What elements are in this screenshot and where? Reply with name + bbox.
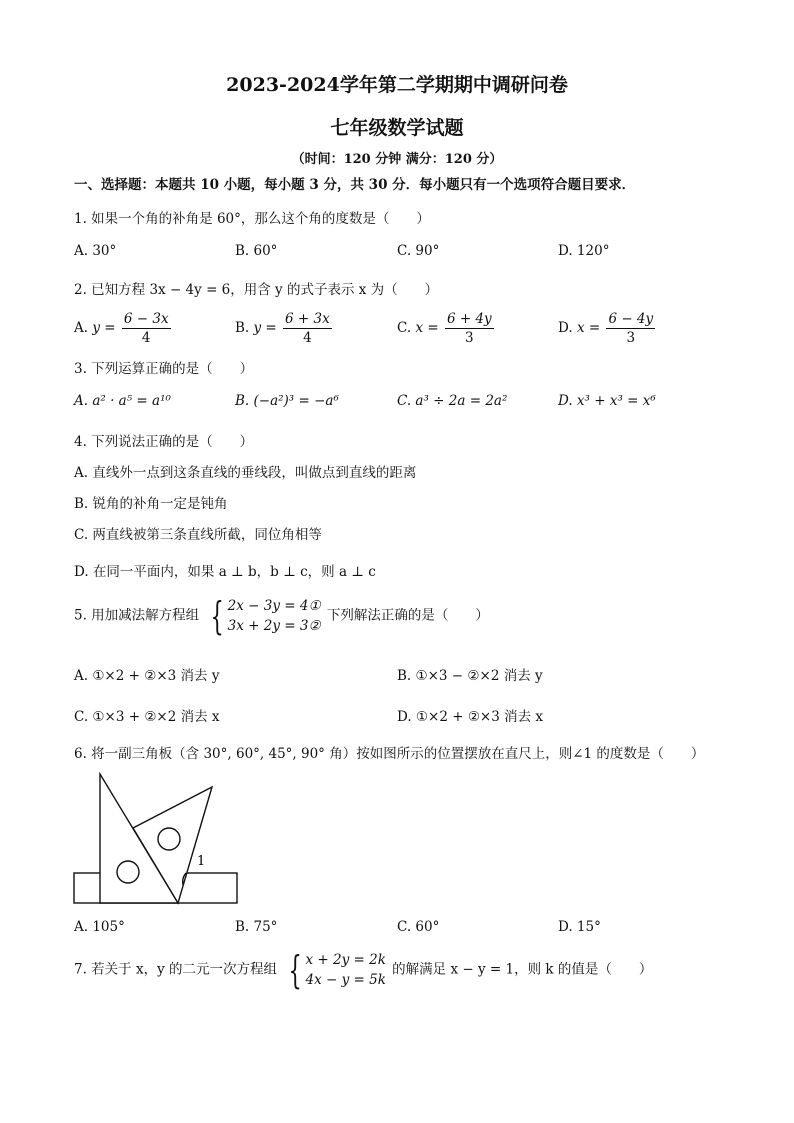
question-1-stem: 1. 如果一个角的补角是 60°，那么这个角的度数是（ ）: [74, 211, 430, 227]
stem-prefix: 7. 若关于 x，y 的二元一次方程组: [74, 961, 277, 978]
option-d[interactable]: [558, 310, 657, 347]
option-d[interactable]: D. 15°: [558, 919, 601, 935]
question-3-options: [74, 393, 714, 427]
fraction: [283, 310, 332, 347]
question-5-stem: [74, 596, 489, 636]
fraction: [122, 310, 171, 347]
stem-suffix: 的解满足 x − y = 1，则 k 的值是（ ）: [392, 961, 653, 978]
option-b[interactable]: B. 锐角的补角一定是钝角: [74, 496, 228, 512]
option-b[interactable]: [235, 310, 334, 347]
numerator: 6 − 3x: [123, 311, 169, 327]
option-a[interactable]: A. 直线外一点到这条直线的垂线段，叫做点到直线的距离: [74, 465, 417, 481]
option-b[interactable]: B. 60°: [235, 243, 278, 259]
equation-1: 2x − 3y = 4①: [227, 598, 321, 614]
question-7-stem: [74, 950, 652, 990]
stem-prefix: 5. 用加减法解方程组: [74, 607, 200, 624]
option-b[interactable]: B. (−a²)³ = −a⁶: [235, 393, 339, 409]
option-label: B.: [235, 320, 250, 336]
fraction: [445, 310, 494, 347]
numerator: 6 + 4y: [446, 311, 492, 327]
option-b[interactable]: B. ①×3 − ②×2 消去 y: [397, 668, 543, 684]
denominator: 4: [141, 330, 151, 346]
denominator: 4: [303, 330, 312, 346]
option-d[interactable]: D. ①×2 + ②×3 消去 x: [397, 709, 544, 725]
equation-2: 4x − y = 5k: [305, 972, 386, 988]
stem-suffix: 下列解法正确的是（ ）: [326, 607, 489, 624]
question-2-stem: 2. 已知方程 3x − 4y = 6，用含 y 的式子表示 x 为（ ）: [74, 282, 439, 298]
option-a[interactable]: A. a² · a⁵ = a¹⁰: [74, 393, 171, 409]
option-a[interactable]: A. 30°: [74, 243, 117, 259]
exam-subtitle: 七年级数学试题: [330, 117, 464, 139]
equation-1: x + 2y = 2k: [305, 952, 386, 968]
exam-meta: （时间：120 分钟 满分：120 分）: [291, 152, 503, 167]
equation-system: [283, 950, 386, 990]
option-d[interactable]: D. x³ + x³ = x⁶: [558, 393, 656, 409]
option-lhs: x =: [415, 320, 439, 336]
option-a[interactable]: A. 105°: [74, 919, 125, 935]
question-6-stem: 6. 将一副三角板（含 30°, 60°, 45°, 90° 角）按如图所示的位置摆放在直尺上，则∠1 的度数是（ ）: [74, 746, 705, 762]
exam-title: 2023-2024学年第二学期期中调研问卷: [226, 74, 568, 96]
option-d[interactable]: D. 120°: [558, 243, 610, 259]
equation-2: 3x + 2y = 3②: [227, 618, 321, 634]
option-c[interactable]: C. 60°: [397, 919, 440, 935]
question-6-options: [74, 919, 714, 953]
numerator: 6 − 4y: [608, 311, 654, 327]
option-lhs: y =: [253, 320, 277, 336]
numerator: 6 + 3x: [285, 311, 330, 327]
option-lhs: x =: [576, 320, 601, 336]
triangle-ruler-figure: [72, 770, 242, 910]
option-c[interactable]: C. 两直线被第三条直线所截，同位角相等: [74, 527, 322, 543]
option-d[interactable]: D. 在同一平面内，如果 a ⊥ b，b ⊥ c，则 a ⊥ c: [74, 564, 376, 580]
option-label: A.: [74, 320, 89, 336]
angle-1-label: 1: [197, 854, 206, 869]
question-5-options-row-1: [74, 664, 714, 698]
option-c[interactable]: C. 90°: [397, 243, 440, 259]
question-5-options-row-2: [74, 705, 714, 739]
option-b[interactable]: B. 75°: [235, 919, 278, 935]
option-label: C.: [397, 320, 412, 336]
left-brace: {: [210, 594, 225, 638]
option-lhs: y =: [92, 320, 116, 336]
question-3-stem: 3. 下列运算正确的是（ ）: [74, 361, 254, 377]
option-c[interactable]: [397, 310, 496, 347]
option-a[interactable]: A. ①×2 + ②×3 消去 y: [74, 668, 220, 684]
equation-system: [205, 596, 320, 636]
option-c[interactable]: C. ①×3 + ②×2 消去 x: [74, 709, 220, 725]
fraction: [606, 310, 655, 347]
denominator: 3: [465, 330, 474, 346]
question-2-options: [74, 310, 714, 350]
option-a[interactable]: [74, 310, 173, 347]
denominator: 3: [626, 330, 636, 346]
section-heading: 一、选择题：本题共 10 小题，每小题 3 分，共 30 分．每小题只有一个选项符合题目要求．: [74, 177, 636, 193]
question-1-options: [74, 243, 714, 277]
option-c[interactable]: C. a³ ÷ 2a = 2a²: [397, 393, 508, 409]
option-label: D.: [558, 320, 573, 336]
left-brace: {: [288, 948, 303, 992]
question-4-stem: 4. 下列说法正确的是（ ）: [74, 434, 254, 450]
